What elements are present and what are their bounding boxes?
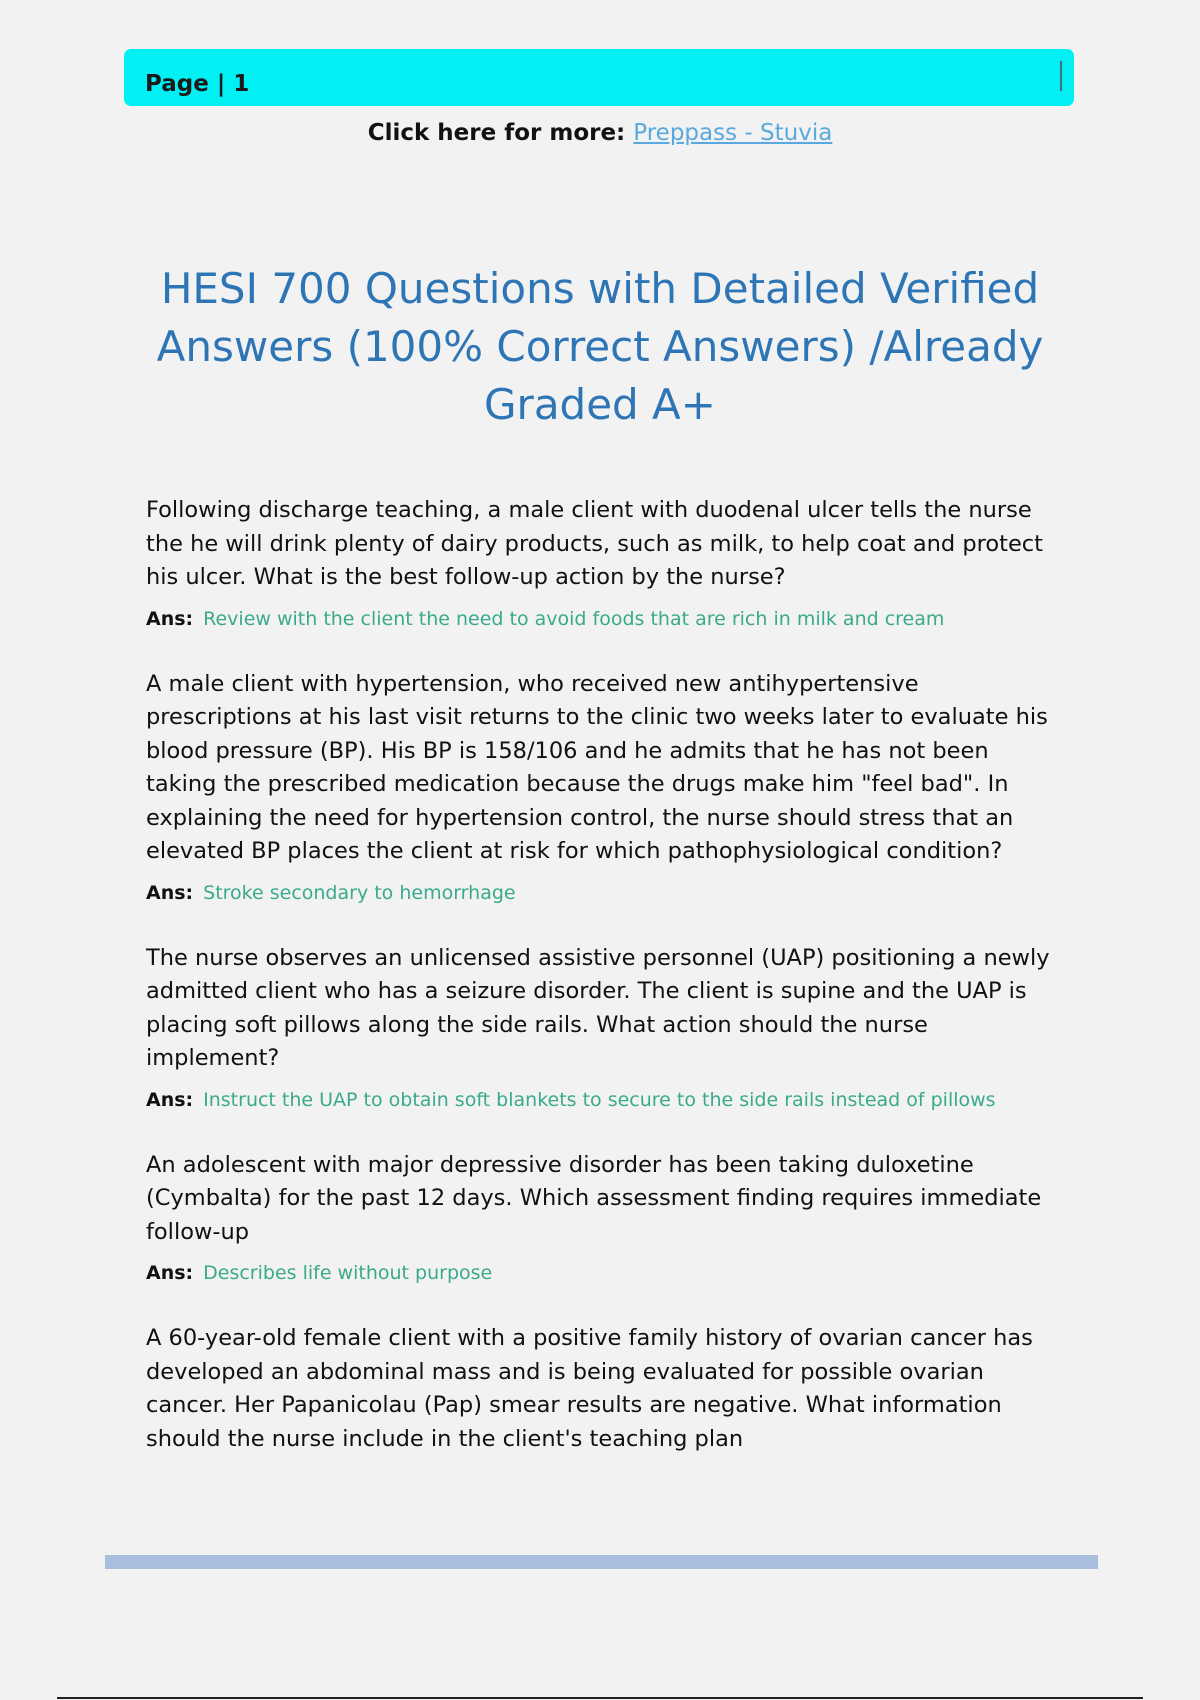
answer-label: Ans: (146, 881, 194, 904)
answer-text: Describes life without purpose (203, 1262, 493, 1284)
footer-divider (105, 1555, 1098, 1569)
question-text: Following discharge teaching, a male client with duodenal ulcer tells the nurse the he will drink plenty of dairy products, such as milk, to help coat and protect his ulcer. What is the best follow-up action by the nurse? (146, 497, 1043, 590)
answer-label: Ans: (146, 1262, 194, 1284)
answer-text: Instruct the UAP to obtain soft blankets to secure to the side rails instead of pillows (203, 1088, 996, 1111)
qa-item (146, 1322, 1066, 1456)
question-text: The nurse observes an unlicensed assistive personnel (UAP) positioning a newly admitted client who has a seizure disorder. The client is supine and the UAP is placing soft pillows along the side rails. What action should the nurse implement? (146, 944, 1050, 1071)
answer-label: Ans: (146, 1088, 194, 1111)
document-title: HESI 700 Questions with Detailed Verified Answers (100% Correct Answers) /Already Graded A+ (156, 264, 1044, 429)
answer-label: Ans: (146, 607, 194, 630)
preppass-stuvia-link[interactable]: Preppass - Stuvia (633, 120, 833, 146)
page-label-text: Page | (145, 71, 234, 97)
page-number: 1 (233, 71, 250, 97)
question-text: A male client with hypertension, who received new antihypertensive prescriptions at his last visit returns to the clinic two weeks later to evaluate his blood pressure (BP). His BP is 158/106 and he admits that he has not been taking the prescribed medication because the drugs make him "feel bad". In explaining the need for hypertension control, the nurse should stress that an elevated BP places the client at risk for which pathophysiological condition? (146, 670, 1048, 864)
qa-item (146, 942, 1066, 1113)
question-text: An adolescent with major depressive disorder has been taking duloxetine (Cymbalta) for the past 12 days. Which assessment finding requires immediate follow-up (146, 1151, 1042, 1245)
qa-item (146, 494, 1066, 632)
answer-text: Stroke secondary to hemorrhage (203, 881, 516, 904)
header-edge-mark (1060, 61, 1062, 91)
page-header-banner (124, 49, 1074, 106)
more-line (0, 120, 1200, 146)
page-indicator (145, 71, 249, 97)
answer-line (146, 880, 1066, 906)
question-text: A 60-year-old female client with a positive family history of ovarian cancer has developed an abdominal mass and is being evaluated for possible ovarian cancer. Her Papanicolau (Pap) smear results are negative. What information should the nurse include in the client's teaching plan (146, 1325, 1033, 1452)
qa-item (146, 1149, 1066, 1287)
qa-item (146, 668, 1066, 906)
answer-line (146, 606, 1066, 632)
qa-list (146, 494, 1066, 1492)
more-label: Click here for more: (367, 120, 634, 146)
answer-line (146, 1260, 1066, 1286)
answer-line (146, 1087, 1066, 1113)
page-bottom-rule (57, 1697, 1143, 1699)
answer-text: Review with the client the need to avoid foods that are rich in milk and cream (203, 607, 945, 630)
